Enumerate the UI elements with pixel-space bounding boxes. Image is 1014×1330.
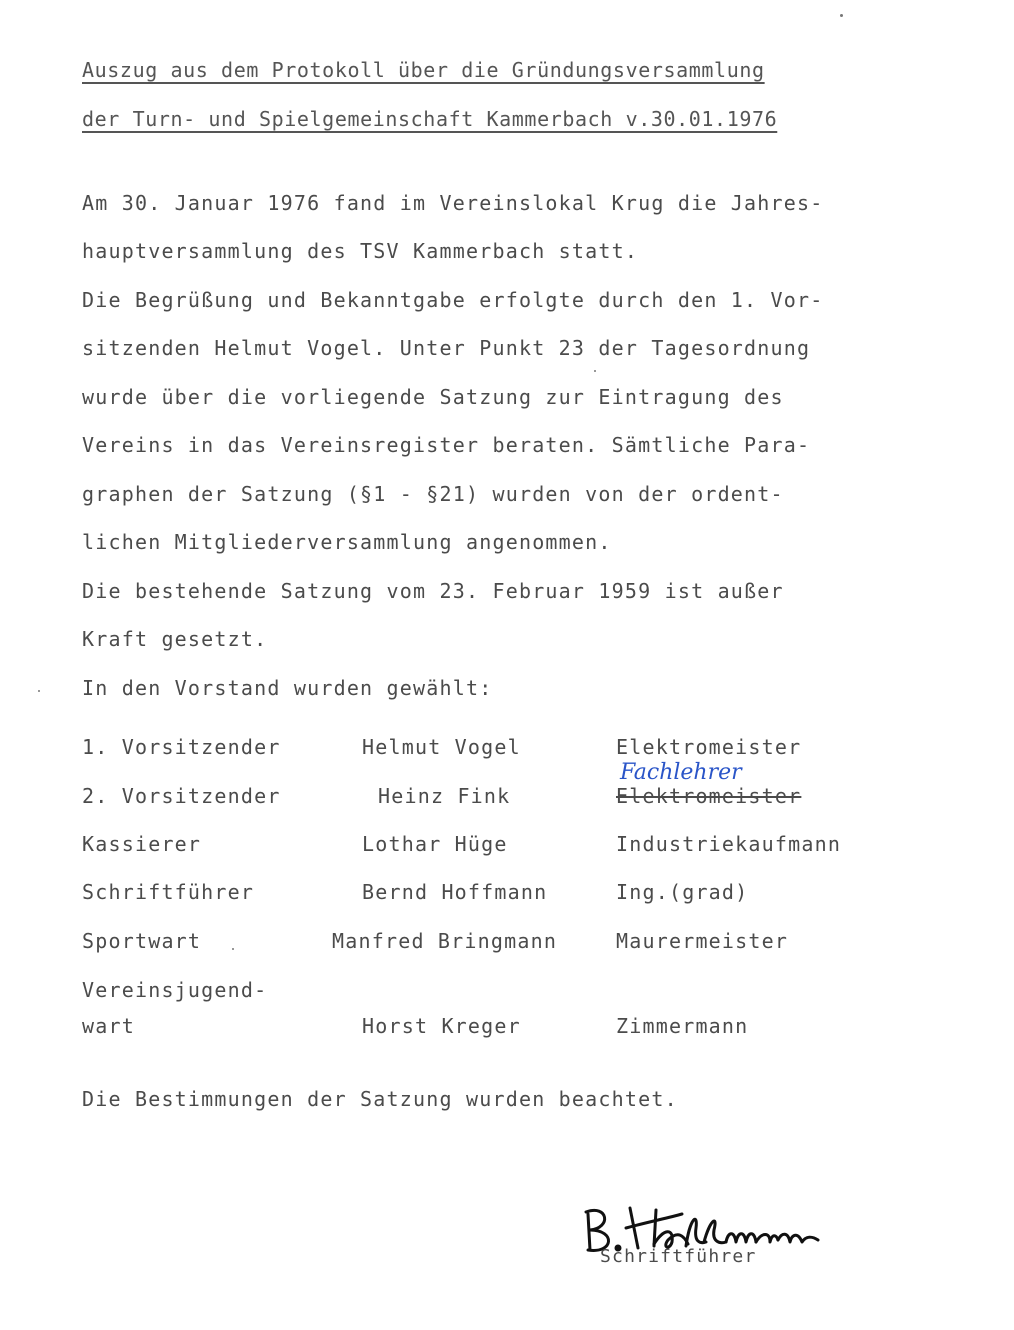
- closing-line: Die Bestimmungen der Satzung wurden beachtet.: [82, 1087, 678, 1111]
- handwritten-correction: Fachlehrer: [620, 760, 742, 785]
- board-name: Manfred Bringmann: [332, 929, 558, 953]
- body-line-5: wurde über die vorliegende Satzung zur Eintragung des: [82, 385, 784, 409]
- heading-line-2: der Turn- und Spielgemeinschaft Kammerbach v.30.01.1976: [82, 107, 778, 131]
- board-role: Schriftführer: [82, 880, 255, 904]
- board-profession: Industriekaufmann: [616, 832, 842, 856]
- board-name: Heinz Fink: [378, 784, 511, 808]
- signature-title: Schriftführer: [600, 1246, 757, 1267]
- board-role: Kassierer: [82, 832, 202, 856]
- heading-line-1: Auszug aus dem Protokoll über die Gründungsversammlung: [82, 58, 765, 82]
- body-line-8: lichen Mitgliederversammlung angenommen.: [82, 530, 612, 554]
- scan-speck: [594, 370, 596, 372]
- board-role-continued: wart: [82, 1014, 135, 1038]
- board-profession: Maurermeister: [616, 929, 789, 953]
- scan-speck: [232, 948, 234, 950]
- board-profession: Elektromeister: [616, 735, 802, 759]
- body-line-9: Die bestehende Satzung vom 23. Februar 1959 ist außer: [82, 579, 784, 603]
- board-role: 2. Vorsitzender: [82, 784, 281, 808]
- board-profession-struck: Elektromeister: [616, 784, 802, 808]
- board-role: Vereinsjugend-: [82, 978, 268, 1002]
- scan-speck: [38, 690, 40, 692]
- body-line-3: Die Begrüßung und Bekanntgabe erfolgte durch den 1. Vor-: [82, 288, 824, 312]
- body-line-6: Vereins in das Vereinsregister beraten. Sämtliche Para-: [82, 433, 811, 457]
- body-line-2: hauptversammlung des TSV Kammerbach statt.: [82, 239, 639, 263]
- board-name: Helmut Vogel: [362, 735, 521, 759]
- body-line-4: sitzenden Helmut Vogel. Unter Punkt 23 der Tagesordnung: [82, 336, 811, 360]
- board-name: Horst Kreger: [362, 1014, 521, 1038]
- board-name: Lothar Hüge: [362, 832, 508, 856]
- body-line-1: Am 30. Januar 1976 fand im Vereinslokal Krug die Jahres-: [82, 191, 824, 215]
- body-line-11: In den Vorstand wurden gewählt:: [82, 676, 493, 700]
- body-line-10: Kraft gesetzt.: [82, 627, 268, 651]
- board-profession: Zimmermann: [616, 1014, 749, 1038]
- body-line-7: graphen der Satzung (§1 - §21) wurden von der ordent-: [82, 482, 784, 506]
- scan-speck: [840, 14, 843, 17]
- board-name: Bernd Hoffmann: [362, 880, 548, 904]
- board-role: 1. Vorsitzender: [82, 735, 281, 759]
- board-profession: Ing.(grad): [616, 880, 749, 904]
- board-role: Sportwart: [82, 929, 202, 953]
